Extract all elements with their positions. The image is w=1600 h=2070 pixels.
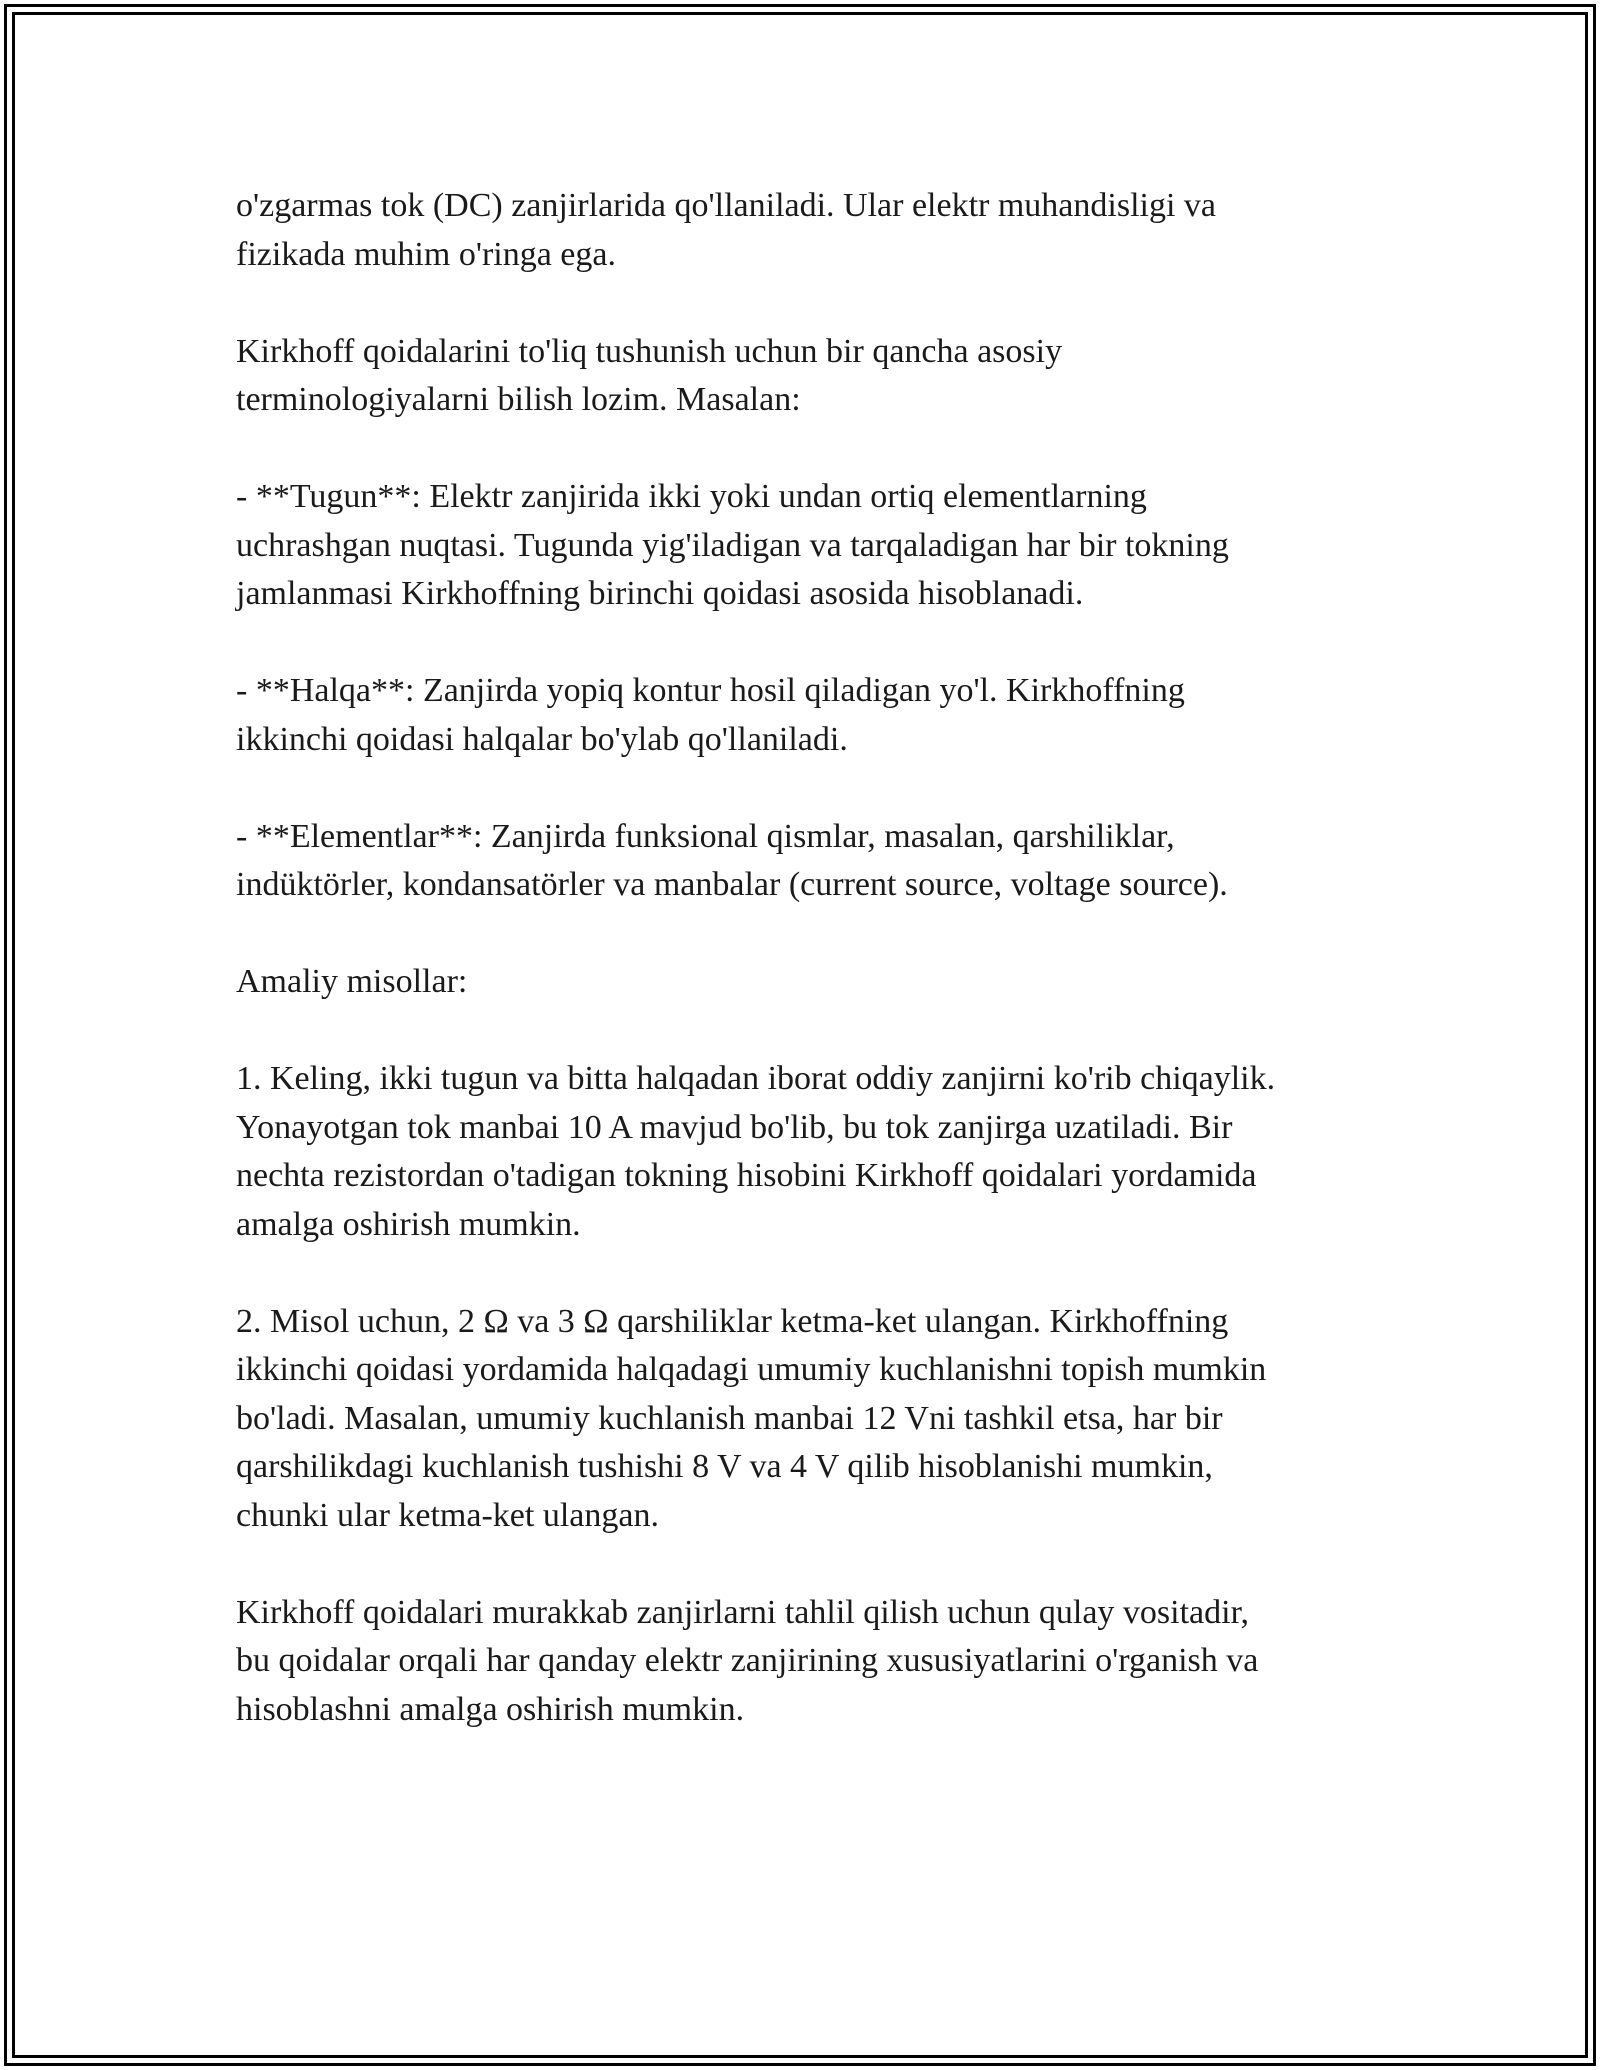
document-body — [236, 182, 1386, 1734]
paragraph-term-halqa: - **Halqa**: Zanjirda yopiq kontur hosil qiladigan yo'l. Kirkhoffning ikkinchi qoidasi halqalar bo'ylab qo'llaniladi. — [236, 672, 1185, 758]
paragraph-dc-circuits: o'zgarmas tok (DC) zanjirlarida qo'llaniladi. Ular elektr muhandisligi va fizikada muhim o'ringa ega. — [236, 187, 1217, 273]
paragraph-terminology-intro: Kirkhoff qoidalarini to'liq tushunish uchun bir qancha asosiy terminologiyalarni bilish lozim. Masalan: — [236, 332, 1063, 418]
paragraph-example-1: 1. Keling, ikki tugun va bitta halqadan iborat oddiy zanjirni ko'rib chiqaylik. Yonayotgan tok manbai 10 A mavjud bo'lib, bu tok zanjirga uzatiladi. Bir nechta rezistordan o'tadigan tokning hisobini Kirkhoff qoidalari yordamida amalga oshirish mumkin. — [236, 1060, 1276, 1243]
paragraph-conclusion: Kirkhoff qoidalari murakkab zanjirlarni tahlil qilish uchun qulay vositadir, bu qoidalar orqali har qanday elektr zanjirining xususiyatlarini o'rganish va hisoblashni amalga oshirish mumkin. — [236, 1593, 1259, 1728]
paragraph-term-elementlar: - **Elementlar**: Zanjirda funksional qismlar, masalan, qarshiliklar, indüktörler, kondansatörler va manbalar (current source, voltage source). — [236, 817, 1228, 903]
paragraph-term-tugun: - **Tugun**: Elektr zanjirida ikki yoki undan ortiq elementlarning uchrashgan nuqtasi. Tugunda yig'iladigan va tarqaladigan har bir tokning jamlanmasi Kirkhoffning birinchi qoidasi asosida hisoblanadi. — [236, 478, 1229, 612]
paragraph-examples-heading: Amaliy misollar: — [236, 963, 468, 1000]
paragraph-example-2: 2. Misol uchun, 2 Ω va 3 Ω qarshiliklar ketma-ket ulangan. Kirkhoffning ikkinchi qoidasi yordamida halqadagi umumiy kuchlanishni topish mumkin bo'ladi. Masalan, umumiy kuchlanish manbai 12 Vni tashkil etsa, har bir qarshilikdagi kuchlanish tushishi 8 V va 4 V qilib hisoblanishi mumkin, chunki ular ketma-ket ulangan. — [236, 1302, 1267, 1534]
